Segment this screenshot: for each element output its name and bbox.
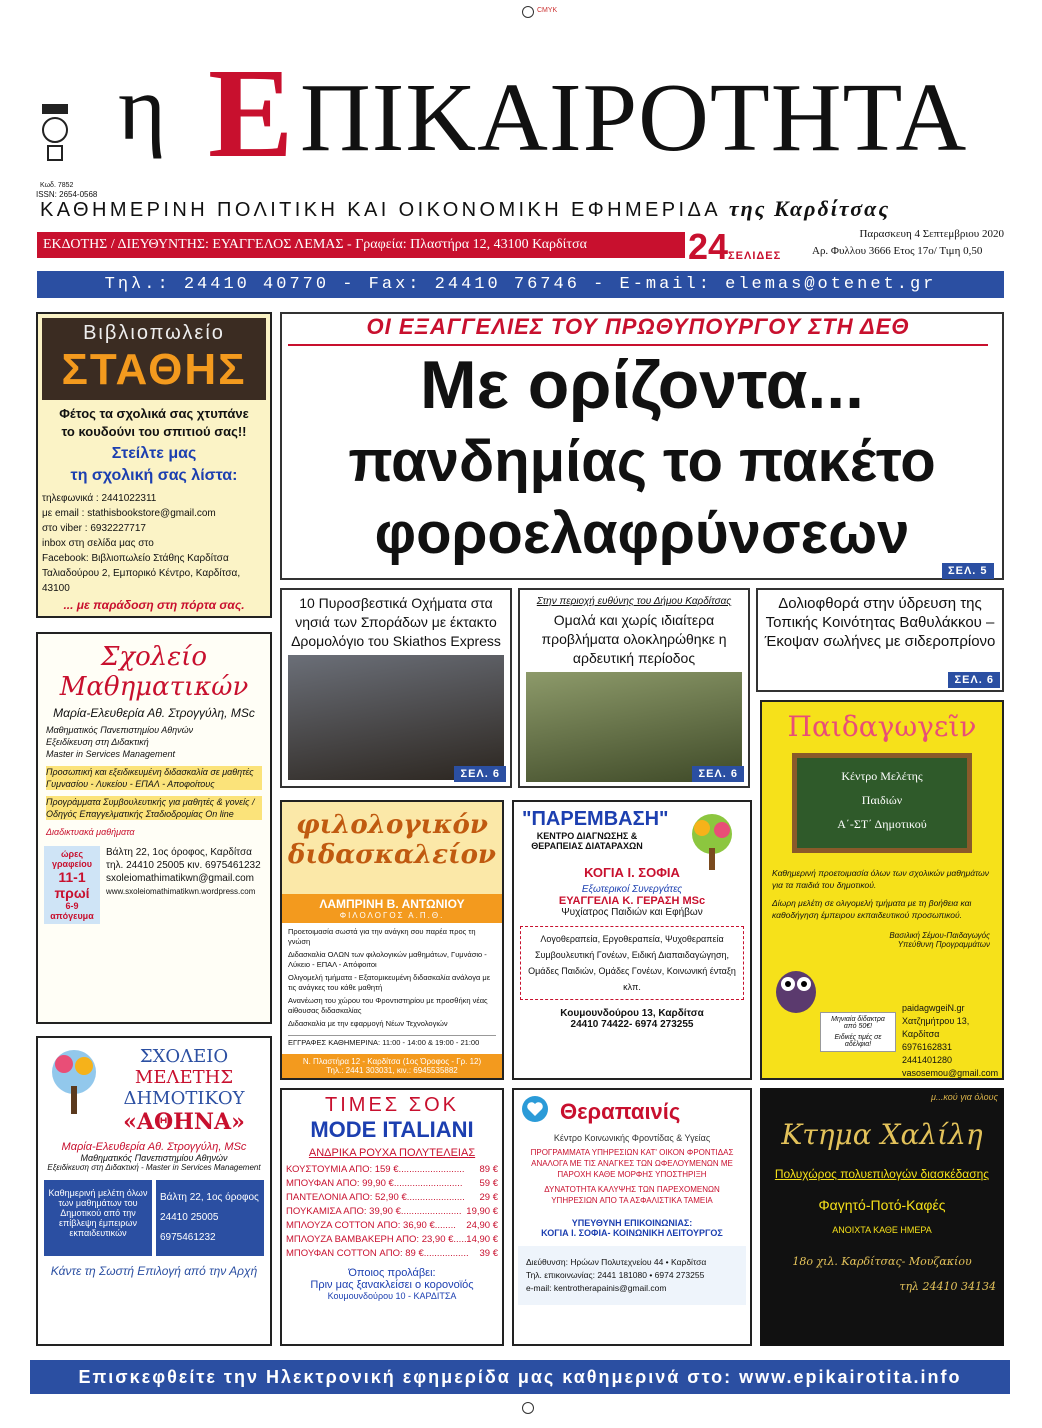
price-value: 89 €	[479, 1164, 498, 1175]
ad-address: Διεύθυνση: Ηρώων Πολυτεχνείου 44 • Καρδίτσα	[526, 1257, 707, 1267]
ad-filologikon[interactable]	[280, 800, 504, 1080]
ad-name: ΕΥΑΓΓΕΛΙΑ Κ. ΓΕΡΑΣΗ MSc	[558, 895, 706, 907]
ad-role: ΦΙΛΟΛΟΓΟΣ Α.Π.Θ.	[339, 911, 445, 920]
ad-title: ΔΗΜΟΤΙΚΟΥ	[123, 1088, 245, 1109]
price-row	[286, 1177, 498, 1191]
dateline	[812, 226, 1004, 260]
ad-brand: ΣΤΑΘΗΣ	[61, 345, 247, 394]
story-title: Ομαλά και χωρίς ιδιαίτερα προβλήματα ολοκληρώθηκε η αρδευτική περίοδος	[541, 612, 727, 666]
ad-name: ΛΑΜΠΡΙΝΗ Β. ΑΝΤΩΝΙΟΥ	[319, 897, 465, 911]
ad-hours: ώρες γραφείου	[51, 849, 93, 869]
ad-line: το κουδούνι του σπιτιού σας!!	[61, 424, 247, 439]
contact-viber: στο viber : 6932227717	[42, 523, 146, 534]
ad-subtitle: Πολυχώρος πολυεπιλογών διασκέδασης	[774, 1167, 990, 1181]
masthead-title-h: η	[118, 57, 169, 159]
ad-name: Βασιλική Σέμου-Παιδαγωγός	[889, 931, 990, 940]
delivery-note: ... με παράδοση στη πόρτα σας.	[63, 598, 245, 612]
ad-line: Προγράμματα Συμβουλευτικής για μαθητές & γονείς / Οδηγός Επαγγελματικής Σταδιοδρομίας On line	[46, 796, 262, 820]
story-fire-trucks[interactable]	[280, 588, 512, 788]
ad-phone: 6975461232	[160, 1232, 216, 1243]
code-label: Κωδ. 7852	[40, 182, 74, 189]
story-irrigation[interactable]	[518, 588, 750, 788]
ad-line: Φαγητό-Ποτό-Καφές	[818, 1197, 946, 1213]
ad-role: Υπεύθυνη Προγραμμάτων	[897, 940, 990, 949]
registration-mark-bottom	[522, 1402, 534, 1414]
ad-title: ΜΕΛΕΤΗΣ	[134, 1067, 234, 1088]
ad-line: Δίωρη μελέτη σε ολιγομελή τμήματα με τη βοήθεια και καθοδήγηση έμπειρου εκπαιδευτικού προσωπικού.	[772, 898, 972, 920]
price-value: 59 €	[479, 1178, 498, 1189]
price-item: ΜΠΛΟΥΖΑ ΒΑΜΒΑΚΕΡΗ ΑΠΟ: 23,90 €.....	[286, 1234, 467, 1245]
contact-bar: Τηλ.: 24410 40770 - Fax: 24410 76746 - E-mail: elemas@otenet.gr	[37, 271, 1004, 298]
ad-line: ΑΝΟΙΧΤΑ ΚΑΘΕ ΗΜΕΡΑ	[832, 1225, 932, 1235]
ad-phone: τηλ 24410 34134	[899, 1280, 996, 1293]
ad-phone: 6976162831	[902, 1042, 953, 1052]
ad-slogan: Κάντε τη Σωστή Επιλογή από την Αρχή	[50, 1264, 258, 1278]
ad-therapainis[interactable]	[512, 1088, 752, 1346]
ad-phone: 24410 74422- 6974 273255	[570, 1019, 694, 1030]
masthead-subtitle: ΚΑΘΗΜΕΡΙΝΗ ΠΟΛΙΤΙΚΗ ΚΑΙ ΟΙΚΟΝΟΜΙΚΗ ΕΦΗΜΕΡΙΔΑ της Καρδίτσας	[40, 196, 891, 221]
ad-phone: τηλ. 24410 25005 κιν. 6975461232	[106, 860, 261, 871]
ad-paremvasi[interactable]	[512, 800, 752, 1080]
ad-line: ΠΡΟΓΡΑΜΜΑΤΑ ΥΠΗΡΕΣΙΩΝ ΚΑΤ' ΟΙΚΟΝ ΦΡΟΝΤΙΔΑΣ ΑΝΑΛΟΓΑ ΜΕ ΤΙΣ ΑΝΑΓΚΕΣ ΤΩΝ ΩΦΕΛΟΥΜΕΝΩΝ ΜΕ ΠΑΡΟΧΗ ΚΑΘΕ ΜΟΡΦΗΣ ΥΠΟΣΤΗΡΙΞΗ	[530, 1148, 734, 1179]
ad-title: Σχολείο	[100, 642, 208, 672]
price-value: 29 €	[479, 1192, 498, 1203]
ad-address: Κουμουνδούρου 10 - ΚΑΡΔΙΤΣΑ	[327, 1291, 457, 1301]
masthead-title: ΠΙΚΑΙΡΟΤΗΤΑ	[300, 64, 968, 172]
ad-title: ΣΧΟΛΕΙΟ	[139, 1046, 229, 1067]
ad-line: Εξειδίκευση στη Διδακτική	[46, 737, 149, 747]
ad-line: Διδασκαλία ΟΛΩΝ των φιλολογικών μαθημάτων, Γυμνάσιο - Λύκειο - ΕΠΑΛ - Απόφοιτοι	[288, 950, 487, 969]
board-line: Κέντρο Μελέτης	[841, 769, 923, 783]
ad-phone: 2441401280	[902, 1055, 953, 1065]
price-row	[286, 1191, 498, 1205]
ad-name: Μαρία-Ελευθερία Αθ. Στρογγύλη, MSc	[53, 706, 255, 720]
ad-title: Μαθηματικών	[59, 672, 249, 702]
ad-subtitle: Κέντρο Κοινωνικής Φροντίδας & Υγείας	[553, 1133, 711, 1143]
ad-line: Προετοιμασία σωστά για την ανάγκη σου παρέα προς τη γνώση	[288, 927, 476, 946]
contact-phone: τηλεφωνικά : 2441022311	[42, 493, 157, 504]
story-kicker: Στην περιοχή ευθύνης του Δήμου Καρδίτσας	[536, 596, 732, 607]
ad-tagline: μ...κού για όλους	[930, 1092, 998, 1102]
lead-headline-3: φοροελαφρύνσεων	[374, 501, 910, 566]
heart-logo-icon	[520, 1094, 550, 1129]
price-value: 24,90 €	[466, 1220, 498, 1231]
ad-stathis-bookstore[interactable]	[36, 312, 272, 618]
story-photo	[288, 655, 504, 780]
ad-subtitle: ΑΝΔΡΙΚΑ ΡΟΥΧΑ ΠΟΛΥΤΕΛΕΙΑΣ	[308, 1147, 476, 1159]
ad-name: ΚΟΓΙΑ Ι. ΣΟΦΙΑ	[584, 865, 680, 880]
ad-address: Ν. Πλαστήρα 12 - Καρδίτσα (1ος Όροφος - Γρ. 12)	[302, 1057, 482, 1066]
ad-title: Θεραπαινίς	[560, 1098, 681, 1124]
story-title: Δολιοφθορά στην ύδρευση της Τοπικής Κοινότητας Βαθυλάκκου – Έκοψαν σωλήνες με σιδεροπρίονο	[764, 595, 996, 650]
ad-name: Μαρία-Ελευθερία Αθ. Στρογγύλη, MSc	[61, 1141, 247, 1153]
price-item: ΜΠΟΥΦΑΝ COTTON ΑΠΟ: 89 €.................	[286, 1248, 469, 1259]
ad-phone: Τηλ.: 2441 303031, κιν.: 6945535882	[326, 1066, 458, 1075]
tree-icon	[680, 808, 744, 877]
ad-line: Διδασκαλία με την εφαρμογή Νέων Τεχνολογιών	[288, 1019, 448, 1028]
ad-title: Παιδαγωγεῖν	[787, 710, 977, 743]
price-item: ΠΟΥΚΑΜΙΣΑ ΑΠΟ: 39,90 €.......................	[286, 1206, 462, 1217]
registration-label: CMYK	[537, 7, 558, 14]
ad-role: Ψυχίατρος Παιδιών και Εφήβων	[561, 907, 703, 918]
contact-inbox: inbox στη σελίδα μας στο	[42, 538, 154, 549]
ad-title: ΤΙΜΕΣ ΣΟΚ	[325, 1094, 459, 1116]
masthead-region: της Καρδίτσας	[728, 196, 891, 221]
ad-services: Λογοθεραπεία, Εργοθεραπεία, Ψυχοθεραπεία Συμβουλευτική Γονέων, Ειδική Διαπαιδαγώγηση, Ομάδες Παιδιών, Ομάδες Γονέων, Κοινωνική ένταξη κλπ.	[520, 926, 744, 1000]
seal-logo	[38, 100, 72, 190]
ad-contact-title: ΥΠΕΥΘΥΝΗ ΕΠΙΚΟΙΝΩΝΙΑΣ:	[571, 1218, 693, 1228]
issue-number: Αρ. Φυλλου 3666 Ετος 17ο/ Τιμη 0,50	[812, 245, 983, 257]
ad-phone: 24410 25005	[160, 1212, 219, 1223]
price-item: ΠΑΝΤΕΛΟΝΙΑ ΑΠΟ: 52,90 €......................	[286, 1192, 465, 1203]
ad-title: MODE ITALIANI	[310, 1117, 474, 1142]
ad-line: Εξωτερικοί Συνεργάτες	[581, 884, 683, 895]
ad-line: Όποιος προλάβει:	[348, 1267, 436, 1279]
ad-header	[42, 318, 266, 400]
price-value: 39 €	[479, 1248, 498, 1259]
pages-count: 24ΣΕΛΙΔΕΣ	[688, 226, 782, 267]
owl-icon	[774, 964, 818, 1019]
contact-address: Ταλιαδούρου 2, Εμπορικό Κέντρο, Καρδίτσα, 43100	[42, 568, 241, 594]
ad-title: «ΑΘΗΝΑ»	[123, 1109, 245, 1135]
ad-website: www.sxoleiomathimatikwn.wordpress.com	[106, 887, 256, 896]
ad-phone: Τηλ. επικοινωνίας: 2441 181080 • 6974 273255	[526, 1270, 705, 1280]
ad-title: Κτημα Χαλίλη	[781, 1118, 983, 1151]
board-line: Παιδιών	[861, 793, 903, 807]
ad-brand-small: Βιβλιοπωλείο	[83, 322, 225, 344]
ad-line: Καθημερινή μελέτη όλων των μαθημάτων του Δημοτικού από την επίβλεψη έμπειρων εκπαιδευτικών	[44, 1180, 152, 1256]
price-row	[286, 1205, 498, 1219]
contact-facebook: Facebook: Βιβλιοπωλείο Στάθης Καρδίτσα	[42, 553, 229, 564]
ad-line: Διαδικτυακά μαθήματα	[46, 827, 135, 837]
issue-date: Παρασκευη 4 Σεπτεμβριου 2020	[859, 228, 1004, 240]
price-row	[286, 1219, 498, 1233]
price-list	[282, 1163, 502, 1261]
chalkboard	[792, 753, 972, 853]
ad-title: φιλολογικόν	[296, 810, 488, 840]
registration-mark-top	[522, 6, 534, 18]
story-page-ref[interactable]: ΣΕΛ. 6	[454, 766, 506, 782]
lead-kicker: ΟΙ ΕΞΑΓΓΕΛΙΕΣ ΤΟΥ ΠΡΩΘΥΠΟΥΡΓΟΥ ΣΤΗ ΔΕΘ	[366, 314, 910, 339]
pages-label: ΣΕΛΙΔΕΣ	[728, 250, 782, 262]
ad-email: e-mail: kentrotherapainis@gmail.com	[526, 1283, 667, 1293]
ad-hours: ΕΓΓΡΑΦΕΣ ΚΑΘΗΜΕΡΙΝΑ: 11:00 - 14:00 & 19:00 - 21:00	[288, 1035, 496, 1047]
price-value: 19,90 €	[466, 1206, 498, 1217]
footer-banner[interactable]: Επισκεφθείτε την Ηλεκτρονική εφημερίδα μας καθημερινά στο: www.epikairotita.info	[30, 1360, 1010, 1394]
story-sabotage[interactable]	[756, 588, 1004, 692]
ad-address: 18ο χιλ. Καρδίτσας- Μουζακίου	[792, 1255, 972, 1268]
lead-page-ref[interactable]: ΣΕΛ. 5	[942, 563, 994, 579]
ad-address: Κουμουνδούρου 13, Καρδίτσα	[560, 1008, 704, 1019]
price-row	[286, 1233, 498, 1247]
price-item: ΜΠΟΥΦΑΝ ΑΠΟ: 99,90 €..........................	[286, 1178, 463, 1189]
lead-headline-1: Με ορίζοντα...	[419, 347, 865, 423]
ad-line: Εξειδίκευση στη Διδακτική - Master in Services Management	[47, 1163, 261, 1172]
ad-line: Στείλτε μας	[111, 445, 197, 462]
ad-paidagogein[interactable]	[760, 700, 1004, 1080]
story-title: 10 Πυροσβεστικά Οχήματα στα νησιά των Σποράδων με έκτακτο Δρομολόγιο του Skiathos Express	[291, 595, 501, 649]
ad-line: Μαθηματικός Πανεπιστημίου Αθηνών	[80, 1153, 228, 1163]
ad-subtitle: ΚΕΝΤΡΟ ΔΙΑΓΝΩΣΗΣ & ΘΕΡΑΠΕΙΑΣ ΔΙΑΤΑΡΑΧΩΝ	[531, 831, 643, 851]
story-page-ref[interactable]: ΣΕΛ. 6	[948, 672, 1000, 688]
ad-address: Βάλτη 22, 1ος όροφος	[160, 1192, 259, 1203]
price-value: 14,90 €	[466, 1234, 498, 1245]
ad-line: Φέτος τα σχολικά σας χτυπάνε	[59, 406, 249, 421]
contact-email: με email : stathisbookstore@gmail.com	[42, 508, 216, 519]
tree-icon	[44, 1046, 104, 1116]
ad-line: Πριν μας ξανακλείσει ο κορονοϊός	[310, 1279, 474, 1291]
ad-line: Master in Services Management	[46, 749, 176, 759]
ad-address: Βάλτη 22, 1ος όροφος, Καρδίτσα	[106, 847, 252, 858]
ad-line: τη σχολική σας λίστα:	[70, 467, 238, 484]
ad-note: Μηνιαία δίδακτρα από 50€!	[831, 1016, 885, 1030]
ad-ktima-halili[interactable]	[760, 1088, 1004, 1346]
price-row	[286, 1247, 498, 1261]
lead-headline-2: πανδημίας το πακέτο	[348, 429, 936, 494]
ad-athina-school[interactable]	[36, 1036, 272, 1346]
ad-address: Χατζημήτρου 13, Καρδίτσα	[902, 1016, 970, 1039]
ad-line: Ολιγομελή τμήματα - Εξατομικευμένη διδασκαλία ανάλογα με τις ανάγκες του κάθε μαθητή	[288, 973, 491, 992]
ad-line: Ανανέωση του χώρου του Φροντιστηρίου με προσθήκη νέας αίθουσας διδασκαλίας	[288, 996, 488, 1015]
ad-email: sxoleiomathimatikwn@gmail.com	[106, 873, 254, 884]
ad-line: ΔΥΝΑΤΟΤΗΤΑ ΚΑΛΥΨΗΣ ΤΩΝ ΠΑΡΕΧΟΜΕΝΩΝ ΥΠΗΡΕΣΙΩΝ ΑΠΟ ΤΑ ΑΣΦΑΛΙΣΤΙΚΑ ΤΑΜΕΙΑ	[544, 1185, 720, 1205]
ad-line: Καθημερινή προετοιμασία όλων των σχολικών μαθημάτων για τα παιδιά του δημοτικού.	[772, 868, 990, 890]
ad-mode-italiani[interactable]	[280, 1088, 504, 1346]
publisher-bar: ΕΚΔΟΤΗΣ / ΔΙΕΥΘΥΝΤΗΣ: ΕΥΑΓΓΕΛΟΣ ΛΕΜΑΣ - Γραφεία: Πλαστήρα 12, 43100 Καρδίτσα	[37, 232, 685, 258]
ad-website: paidagwgeiN.gr	[902, 1003, 965, 1013]
price-item: ΚΟΥΣΤΟΥΜΙΑ ΑΠΟ: 159 €.........................	[286, 1164, 465, 1175]
ad-title: "ΠΑΡΕΜΒΑΣΗ"	[522, 808, 669, 830]
ad-math-school[interactable]	[36, 632, 272, 1024]
ad-name: ΚΟΓΙΑ Ι. ΣΟΦΙΑ- ΚΟΙΝΩΝΙΚΗ ΛΕΙΤΟΥΡΓΟΣ	[541, 1228, 723, 1238]
ad-line: Μαθηματικός Πανεπιστημίου Αθηνών	[46, 725, 194, 735]
ad-note: Ειδικές τιμές σε αδέλφια!	[834, 1034, 882, 1048]
masthead-title-E: Ε	[208, 42, 294, 184]
ad-hours: 6-9 απόγευμα	[50, 901, 94, 921]
story-page-ref[interactable]: ΣΕΛ. 6	[692, 766, 744, 782]
ad-email: vasosemou@gmail.com	[902, 1068, 999, 1078]
price-item: ΜΠΛΟΥΖΑ COTTON ΑΠΟ: 36,90 €........	[286, 1220, 456, 1231]
ad-hours: 11-1 πρωί	[54, 869, 90, 901]
board-line: Α΄-ΣΤ΄ Δημοτικού	[837, 817, 927, 831]
ad-line: Προσωπική και εξειδικευμένη διδασκαλία σε μαθητές Γυμνασίου - Λυκείου - ΕΠΑΛ - Αποφοίτους	[46, 766, 262, 790]
price-row	[286, 1163, 498, 1177]
ad-title: διδασκαλείον	[288, 840, 496, 870]
issn-label: ISSN: 2654-0568	[36, 190, 98, 199]
